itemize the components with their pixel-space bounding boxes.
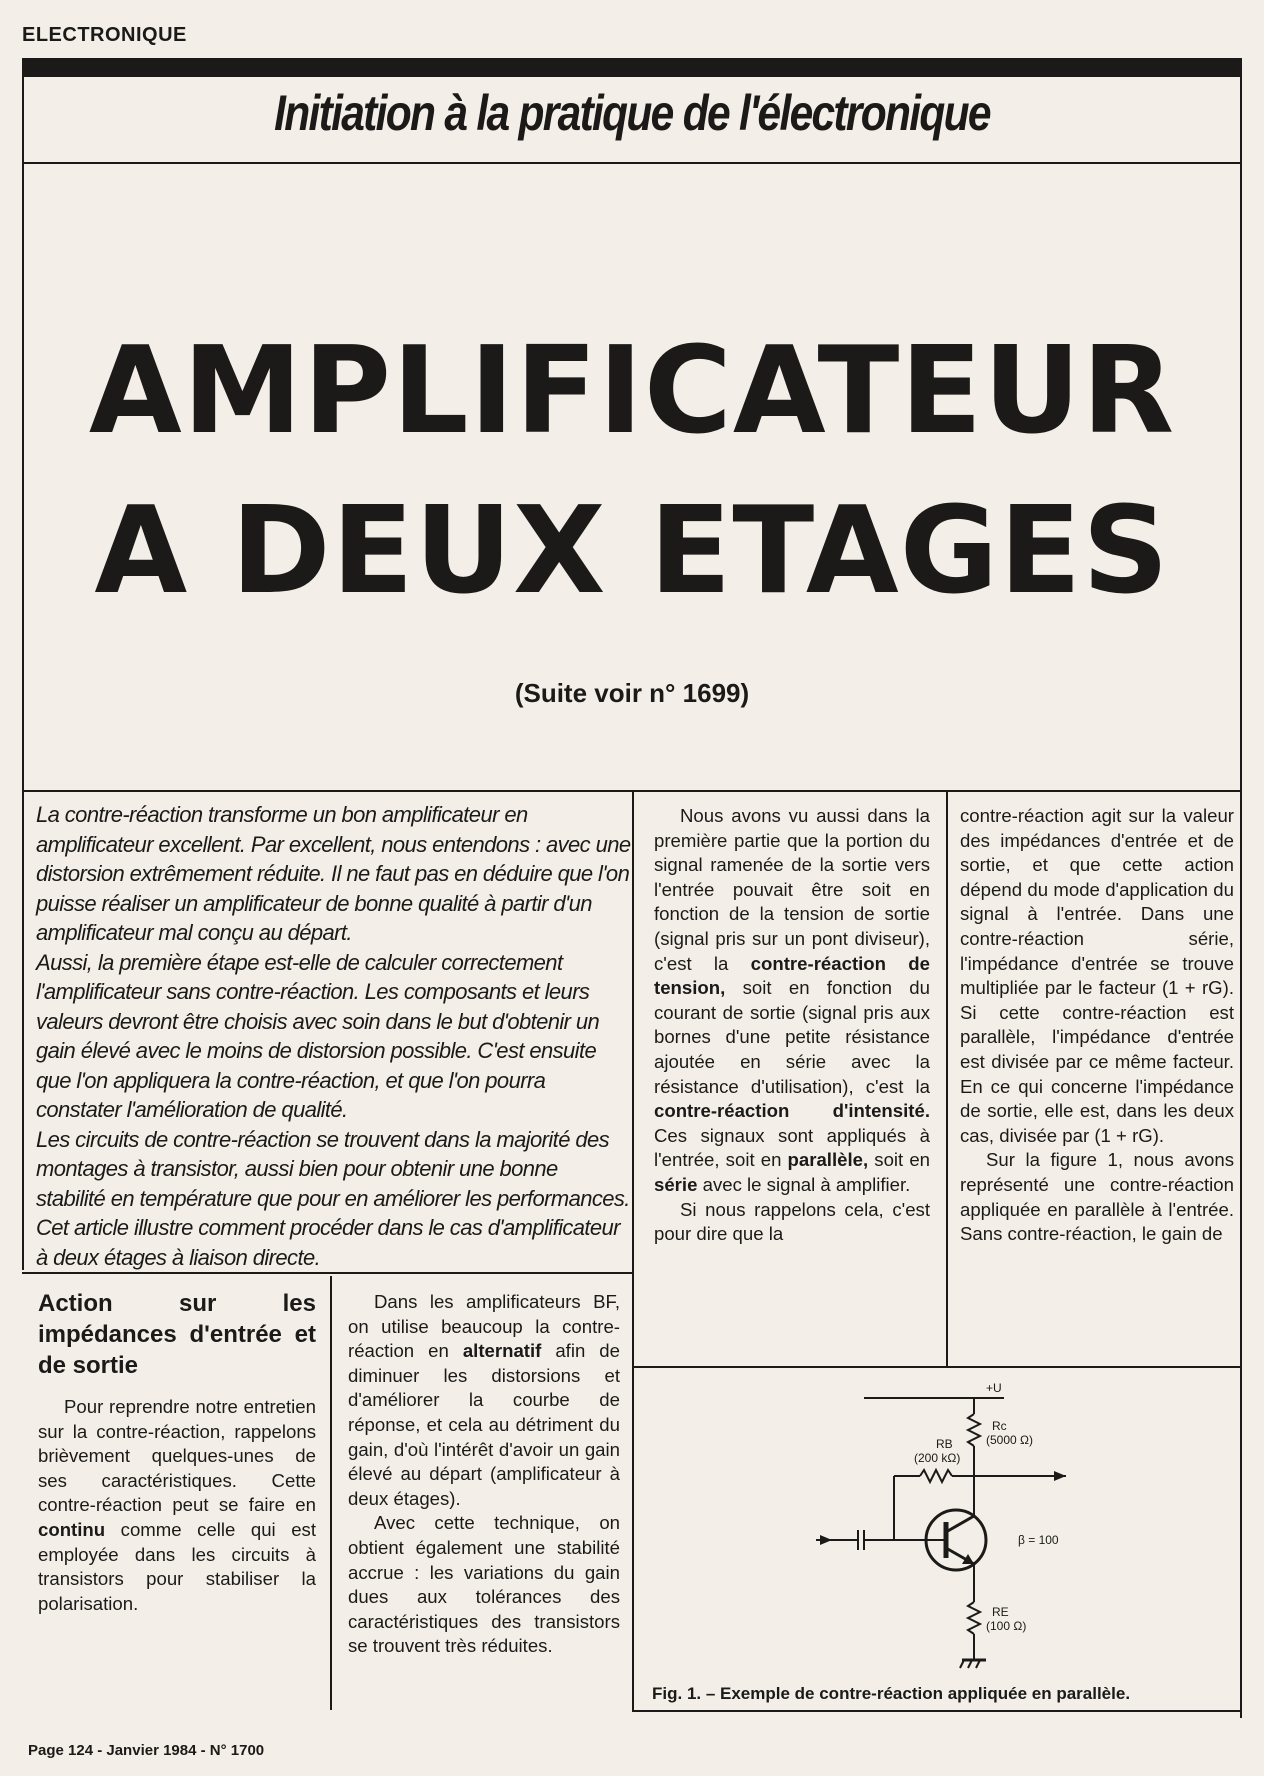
section-rubric: ELECTRONIQUE bbox=[22, 24, 187, 46]
text-run: Nous avons vu aussi dans la première partie que la portion du signal ramenée de la sortie vers l'entrée pouvait être soit en fonction de la tension de sortie (signal pris sur un pont diviseur), c'est la bbox=[654, 805, 930, 974]
frame-left-rule bbox=[22, 58, 24, 1270]
lead-sentence-2: Aussi, la première étape est-elle de calculer correctement l'amplificateur sans contre-réaction. Les composants et leurs valeurs devront être choisis avec soin dans le but d'obtenir un gain élevé avec le moins de distorsion possible. C'est ensuite que l'on appliquera la contre-réaction, et que l'on pourra constater l'amélioration de qualité. bbox=[36, 949, 600, 1122]
column-4 bbox=[960, 804, 1234, 1247]
col3-paragraph-2: Si nous rappelons cela, c'est pour dire que la bbox=[654, 1198, 930, 1245]
col4-paragraph-1: contre-réaction agit sur la valeur des impédances d'entrée et de sortie, et que cette action dépend du mode d'application du signal à l'entrée. Dans une contre-réaction série, l'impédance d'entrée se trouve multipliée par le facteur (1 + rG). Si cette contre-réaction est parallèle, l'impédance d'entrée est divisée par ce même facteur. En ce qui concerne l'impédance de sortie, elle est, dans les deux cas, divisée par (1 + rG). bbox=[960, 805, 1234, 1146]
bold-term: contre-réaction d'intensité. bbox=[654, 1100, 930, 1122]
text-run: soit en fonction du courant de sortie (signal pris aux bornes d'une petite résistance ajoutée en série avec la résistance d'utilisation), c'est la bbox=[654, 977, 930, 1097]
column-divider-1-2 bbox=[330, 1276, 332, 1710]
output-arrow bbox=[1054, 1471, 1066, 1481]
column-divider-lead bbox=[632, 792, 634, 1710]
text-run: Dans les amplificateurs BF, on utilise beaucoup la contre-réaction en bbox=[348, 1291, 620, 1362]
col1-paragraph-1 bbox=[38, 1395, 316, 1616]
text-run: soit en bbox=[868, 1149, 930, 1171]
rc-resistor bbox=[968, 1414, 980, 1446]
figure-caption: Fig. 1. – Exemple de contre-réaction appliquée en parallèle. bbox=[652, 1684, 1131, 1703]
re-label: RE bbox=[992, 1605, 1009, 1619]
rb-resistor bbox=[920, 1470, 952, 1482]
col2-paragraph-1 bbox=[348, 1290, 620, 1511]
column-1 bbox=[38, 1288, 316, 1616]
lead-sentence-3: Les circuits de contre-réaction se trouvent dans la majorité des montages à transistor, aussi bien pour obtenir une bonne stabilité en température que pour en améliorer les performances. Cet article illustre comment procéder dans le cas d'amplificateur à deux étages à liaison directe. bbox=[36, 1126, 630, 1270]
continued-note: (Suite voir n° 1699) bbox=[514, 678, 750, 708]
bold-term: continu bbox=[38, 1518, 106, 1540]
input-arrow bbox=[820, 1535, 832, 1545]
rc-label: Rc bbox=[992, 1419, 1007, 1433]
figure-top-rule bbox=[632, 1366, 1242, 1368]
re-resistor bbox=[968, 1602, 980, 1634]
column-3 bbox=[654, 804, 930, 1247]
figure-bottom-rule bbox=[632, 1710, 1242, 1712]
lead-paragraph bbox=[36, 800, 631, 1272]
headline-line-1: AMPLIFICATEUR bbox=[88, 322, 1176, 461]
lead-bottom-rule bbox=[22, 1272, 632, 1274]
frame-right-rule bbox=[1240, 58, 1242, 1718]
bold-term: contre-réaction de tension, bbox=[654, 952, 930, 999]
headline-line-2: A DEUX ETAGES bbox=[94, 482, 1170, 621]
top-rule bbox=[22, 58, 1240, 77]
text-run: avec le signal à amplifier. bbox=[697, 1173, 911, 1195]
bold-term: série bbox=[654, 1173, 698, 1195]
text-run: Ces signaux sont appliqués à l'entrée, soit en bbox=[654, 1124, 930, 1171]
rc-value: (5000 Ω) bbox=[986, 1433, 1033, 1447]
beta-label: β = 100 bbox=[1018, 1533, 1059, 1547]
text-run: comme celle qui est employée dans les circuits à transistors pour stabiliser la polarisation. bbox=[38, 1518, 316, 1614]
series-title: Initiation à la pratique de l'électronique bbox=[274, 85, 990, 141]
supply-label: +U bbox=[986, 1381, 1002, 1395]
col2-paragraph-2: Avec cette technique, on obtient également une stabilité accrue : les variations du gain dues aux tolérances des caractéristiques des transistors se trouvent très réduites. bbox=[348, 1512, 620, 1657]
text-run: afin de diminuer les distorsions et d'améliorer la courbe de réponse, et cela au détriment du gain, d'où l'intérêt d'avoir un gain élevé au départ (amplificateur à deux étages). bbox=[348, 1340, 620, 1509]
column-2 bbox=[348, 1290, 620, 1659]
column-divider-3-4 bbox=[946, 792, 948, 1366]
text-run: Pour reprendre notre entretien sur la contre-réaction, rappelons brièvement quelques-unes de ses caractéristiques. Cette contre-réaction peut se faire en bbox=[38, 1396, 316, 1516]
bold-term: alternatif bbox=[462, 1340, 542, 1362]
col3-paragraph-1 bbox=[654, 804, 930, 1198]
rb-value: (200 kΩ) bbox=[914, 1451, 961, 1465]
circuit-diagram bbox=[646, 1370, 1240, 1710]
re-value: (100 Ω) bbox=[986, 1619, 1027, 1633]
col4-paragraph-2: Sur la figure 1, nous avons représenté une contre-réaction appliquée en parallèle à l'entrée. Sans contre-réaction, le gain de bbox=[960, 1149, 1234, 1245]
bold-term: parallèle, bbox=[787, 1149, 869, 1171]
section-heading: Action sur les impédances d'entrée et de sortie bbox=[38, 1290, 316, 1379]
lead-sentence-1: La contre-réaction transforme un bon amplificateur en amplificateur excellent. Par excellent, nous entendons : avec une distorsion extrêmement réduite. Il ne faut pas en déduire que l'on puisse réaliser un amplificateur de bonne qualité à partir d'un amplificateur mal conçu au départ. bbox=[36, 802, 631, 945]
page-footer: Page 124 - Janvier 1984 - N° 1700 bbox=[28, 1742, 265, 1759]
transistor-collector bbox=[946, 1516, 974, 1532]
rb-label: RB bbox=[936, 1437, 953, 1451]
title-rule bbox=[22, 162, 1242, 164]
